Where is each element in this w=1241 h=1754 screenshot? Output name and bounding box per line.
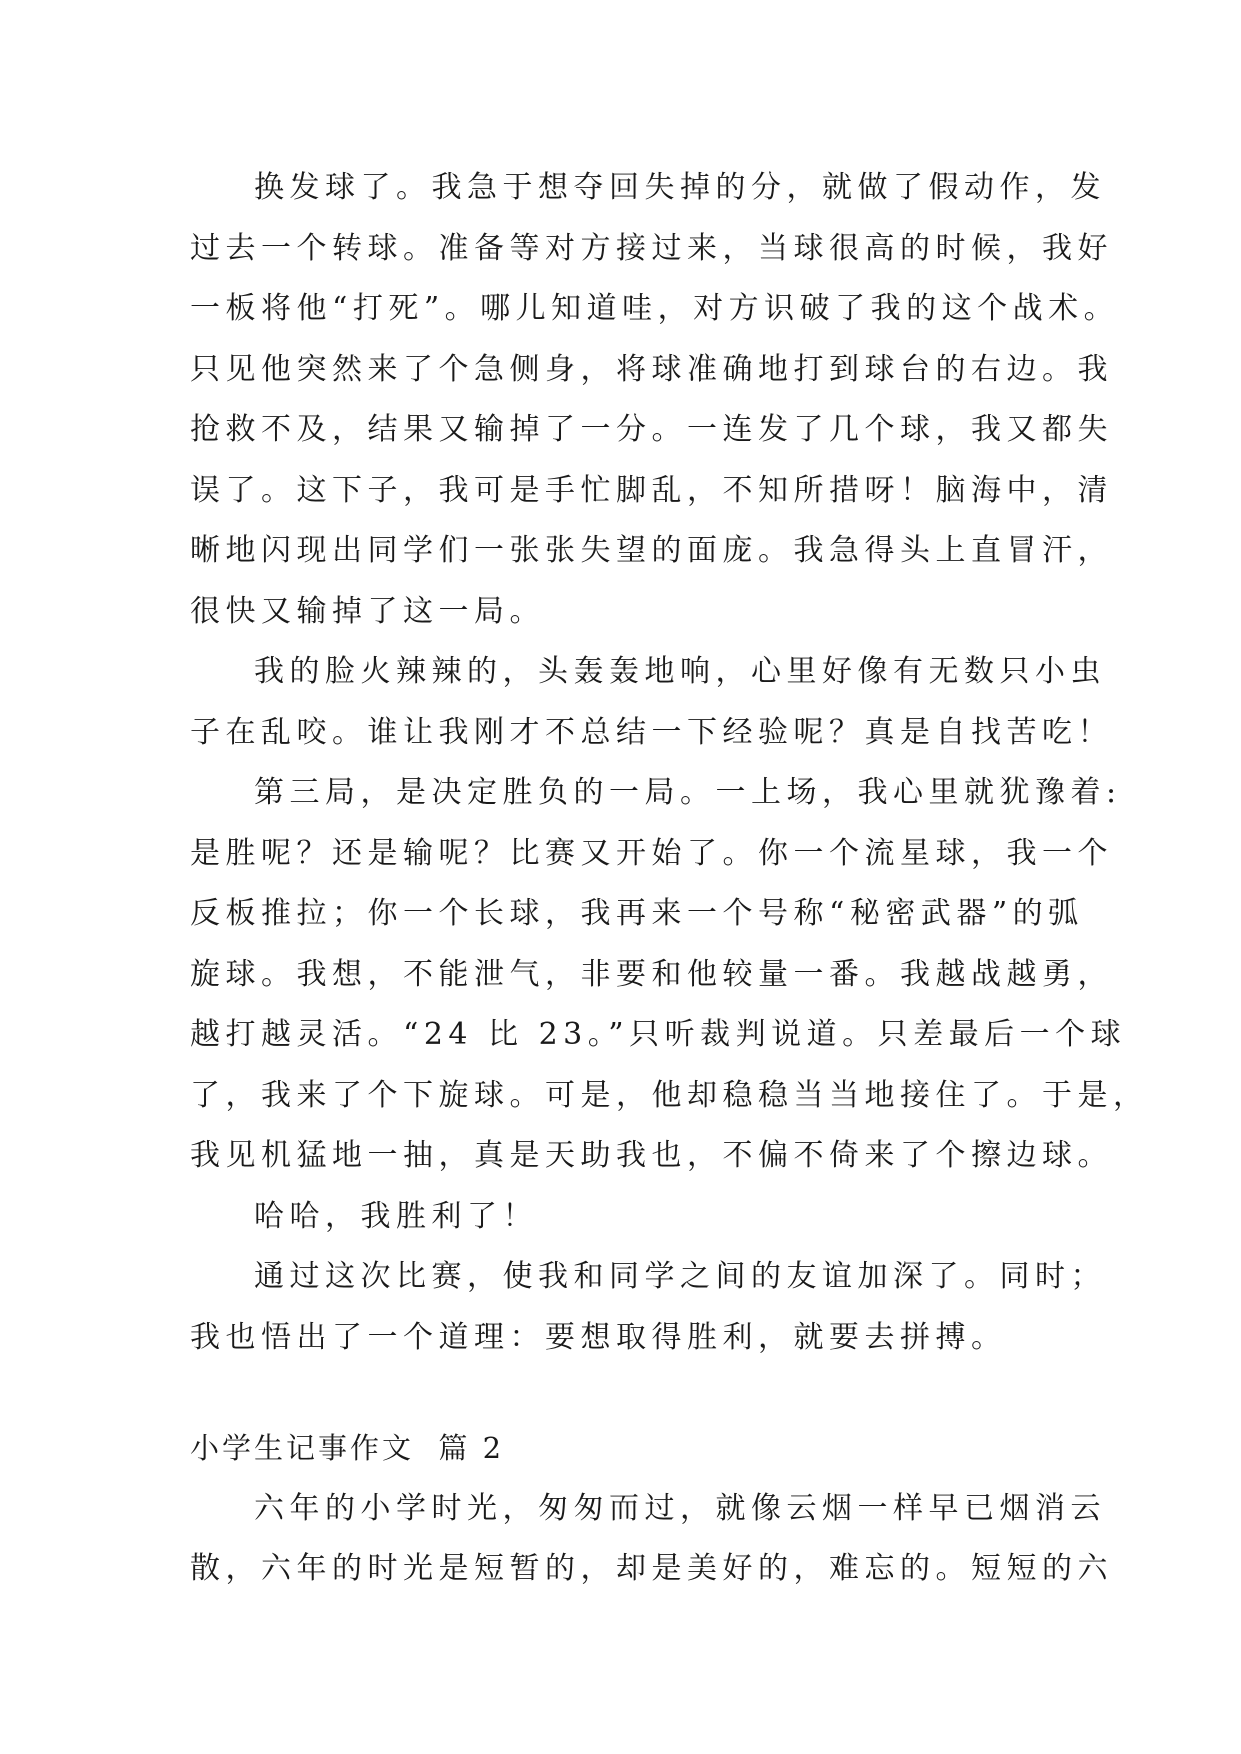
text-line: 晰地闪现出同学们一张张失望的面庞。我急得头上直冒汗， [190, 533, 1113, 568]
text-line: 一板将他“打死”。哪儿知道哇，对方识破了我的这个战术。 [190, 291, 1120, 326]
text-line: 我见机猛地一抽，真是天助我也，不偏不倚来了个擦边球。 [190, 1138, 1113, 1173]
text-line: 换发球了。我急于想夺回失掉的分，就做了假动作，发 [254, 170, 1106, 205]
text-line: 抢救不及，结果又输掉了一分。一连发了几个球，我又都失 [190, 412, 1113, 447]
text-line: 过去一个转球。准备等对方接过来，当球很高的时候，我好 [190, 230, 1113, 266]
text-line: 反板推拉；你一个长球，我再来一个号称“秘密武器”的弧 [190, 896, 1084, 931]
section-heading: 小学生记事作文 篇 2 [190, 1431, 505, 1465]
paragraph-3 [190, 763, 1149, 1187]
text-line: 越打越灵活。“24 比 23。”只听裁判说道。只差最后一个球 [190, 1017, 1127, 1052]
text-line: 哈哈，我胜利了！ [254, 1198, 538, 1234]
text-line: 是胜呢？还是输呢？比赛又开始了。你一个流星球，我一个 [190, 835, 1113, 871]
text-line: 第三局，是决定胜负的一局。一上场，我心里就犹豫着: [254, 775, 1122, 810]
text-line: 散，六年的时光是短暂的，却是美好的，难忘的。短短的六 [190, 1551, 1113, 1586]
paragraph-5 [190, 1247, 1106, 1368]
text-line: 通过这次比赛，使我和同学之间的友谊加深了。同时； [254, 1259, 1106, 1294]
text-line: 子在乱咬。谁让我刚才不总结一下经验呢？真是自找苦吃！ [190, 714, 1113, 750]
paragraph-6 [190, 1479, 1113, 1600]
paragraph-2 [190, 642, 1113, 763]
text-line: 我也悟出了一个道理：要想取得胜利，就要去拼搏。 [190, 1319, 1007, 1355]
text-line: 旋球。我想，不能泄气，非要和他较量一番。我越战越勇， [190, 956, 1113, 992]
text-line: 了，我来了个下旋球。可是，他却稳稳当当地接住了。于是， [190, 1077, 1149, 1113]
document-body [190, 158, 1149, 1600]
text-line: 误了。这下子，我可是手忙脚乱，不知所措呀！脑海中，清 [190, 472, 1113, 508]
text-line: 我的脸火辣辣的，头轰轰地响，心里好像有无数只小虫 [254, 654, 1106, 689]
text-line: 只见他突然来了个急侧身，将球准确地打到球台的右边。我 [190, 351, 1113, 387]
paragraph-1 [190, 158, 1120, 642]
paragraph-4 [190, 1187, 1070, 1248]
text-line: 六年的小学时光，匆匆而过，就像云烟一样早已烟消云 [254, 1490, 1106, 1526]
text-line: 很快又输掉了这一局。 [190, 593, 545, 629]
